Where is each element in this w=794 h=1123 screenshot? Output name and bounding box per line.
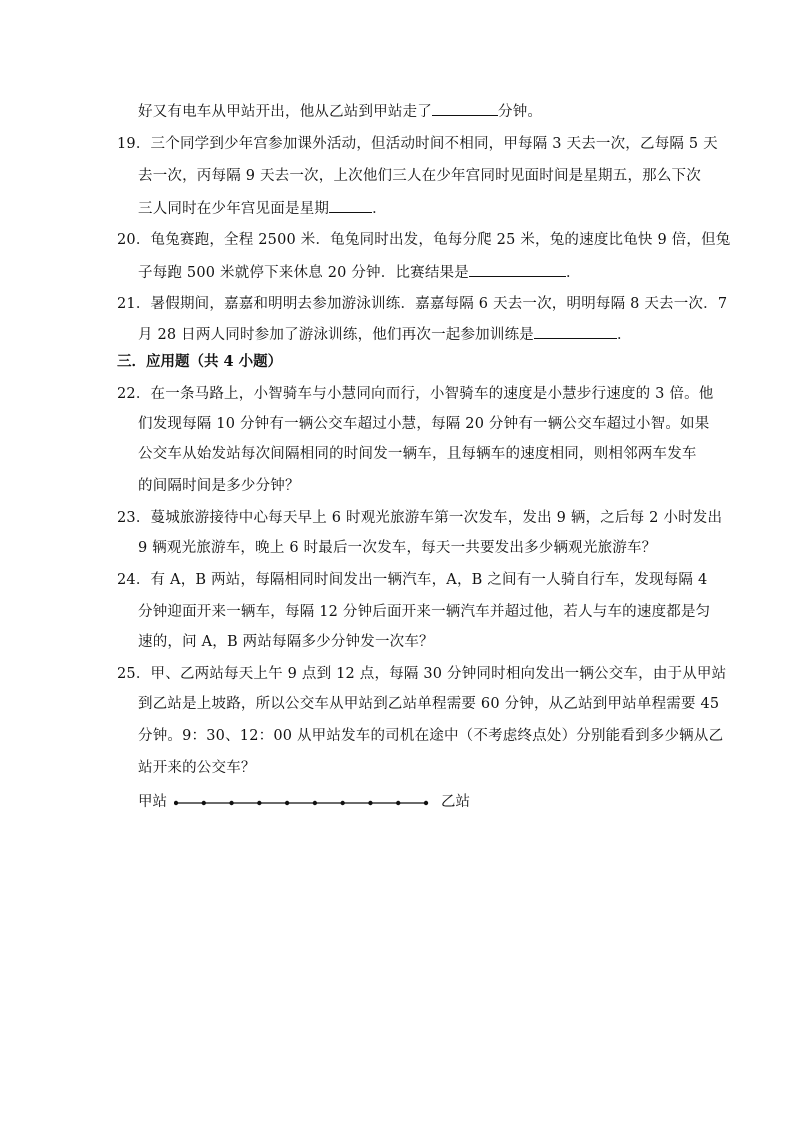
q18-answer-blank[interactable] — [432, 101, 498, 116]
q19-text-b: ． — [372, 201, 387, 217]
route-stop-dot — [229, 801, 233, 805]
q23-line-2: 9 辆观光旅游车，晚上 6 时最后一次发车，每天一共要发出多少辆观光旅游车？ — [138, 540, 657, 556]
q18-line-1 — [138, 101, 542, 122]
q22-line-1: 22．在一条马路上，小智骑车与小慧同向而行，小智骑车的速度是小慧步行速度的 3 倍。他 — [117, 386, 714, 402]
route-stop-dot — [257, 801, 261, 805]
q20-text-a: 子每跑 500 米就停下来休息 20 分钟．比赛结果是 — [138, 265, 469, 281]
q21-answer-blank[interactable] — [534, 324, 617, 339]
q20-line-1: 20．龟兔赛跑，全程 2500 米．龟兔同时出发，龟每分爬 25 米，兔的速度比龟快 9 倍，但兔 — [117, 232, 731, 248]
q25-line-4: 站开来的公交车？ — [138, 760, 256, 776]
route-stop-dot — [368, 801, 372, 805]
q24-line-1: 24．有 A，B 两站，每隔相同时间发出一辆汽车，A，B 之间有一人骑自行车，发现每隔 4 — [117, 572, 708, 588]
route-stop-dot — [202, 801, 206, 805]
q21-text-a: 月 28 日两人同时参加了游泳训练，他们再次一起参加训练是 — [138, 327, 534, 343]
section-heading: 三．应用题（共 4 小题） — [117, 353, 283, 370]
q25-line-3: 分钟。9：30、12：00 从甲站发车的司机在途中（不考虑终点处）分别能看到多少辆从乙 — [138, 728, 724, 744]
q24-line-3: 速的，问 A，B 两站每隔多少分钟发一次车？ — [138, 634, 434, 650]
station-diagram — [138, 792, 478, 816]
q18-text-a: 好又有电车从甲站开出，他从乙站到甲站走了 — [138, 104, 432, 120]
station-b-label: 乙站 — [441, 794, 470, 810]
q20-line-2 — [138, 262, 581, 283]
q21-line-1: 21．暑假期间，嘉嘉和明明去参加游泳训练．嘉嘉每隔 6 天去一次，明明每隔 8 天去一次．7 — [117, 296, 728, 312]
q20-text-b: ． — [565, 265, 581, 281]
q24-line-2: 分钟迎面开来一辆车，每隔 12 分钟后面开来一辆汽车并超过他，若人与车的速度都是匀 — [138, 604, 711, 620]
q25-line-2: 到乙站是上坡路，所以公交车从甲站到乙站单程需要 60 分钟，从乙站到甲站单程需要 45 — [138, 696, 720, 712]
route-stop-dot — [174, 801, 178, 805]
route-stop-dot — [313, 801, 317, 805]
q21-text-b: ． — [616, 327, 632, 343]
route-stop-dot — [340, 801, 344, 805]
q19-line-2: 去一次，丙每隔 9 天去一次，上次他们三人在少年宫同时见面时间是星期五，那么下次 — [138, 168, 701, 184]
q18-text-b: 分钟。 — [498, 104, 543, 120]
q22-line-4: 的间隔时间是多少分钟？ — [138, 478, 300, 494]
q22-line-2: 们发现每隔 10 分钟有一辆公交车超过小慧，每隔 20 分钟有一辆公交车超过小智。如果 — [138, 416, 710, 432]
q21-line-2 — [138, 324, 632, 345]
q25-line-1: 25．甲、乙两站每天上午 9 点到 12 点，每隔 30 分钟同时相向发出一辆公交车，由于从甲站 — [117, 666, 727, 682]
station-route-line — [174, 792, 436, 816]
q19-text-a: 三人同时在少年宫见面是星期 — [138, 201, 330, 217]
q20-answer-blank[interactable] — [469, 262, 566, 277]
q19-line-3 — [138, 198, 387, 219]
q19-answer-blank[interactable] — [329, 198, 372, 213]
q22-line-3: 公交车从始发站每次间隔相同的时间发一辆车，且每辆车的速度相同，则相邻两车发车 — [138, 446, 697, 462]
q23-line-1: 23．蔓城旅游接待中心每天早上 6 时观光旅游车第一次发车，发出 9 辆，之后每 2 小时发出 — [117, 510, 723, 526]
route-stop-dot — [424, 801, 428, 805]
q19-line-1: 19．三个同学到少年宫参加课外活动，但活动时间不相同，甲每隔 3 天去一次，乙每隔 5 天 — [117, 136, 718, 152]
route-stop-dot — [396, 801, 400, 805]
route-stop-dot — [285, 801, 289, 805]
station-a-label: 甲站 — [138, 794, 167, 810]
